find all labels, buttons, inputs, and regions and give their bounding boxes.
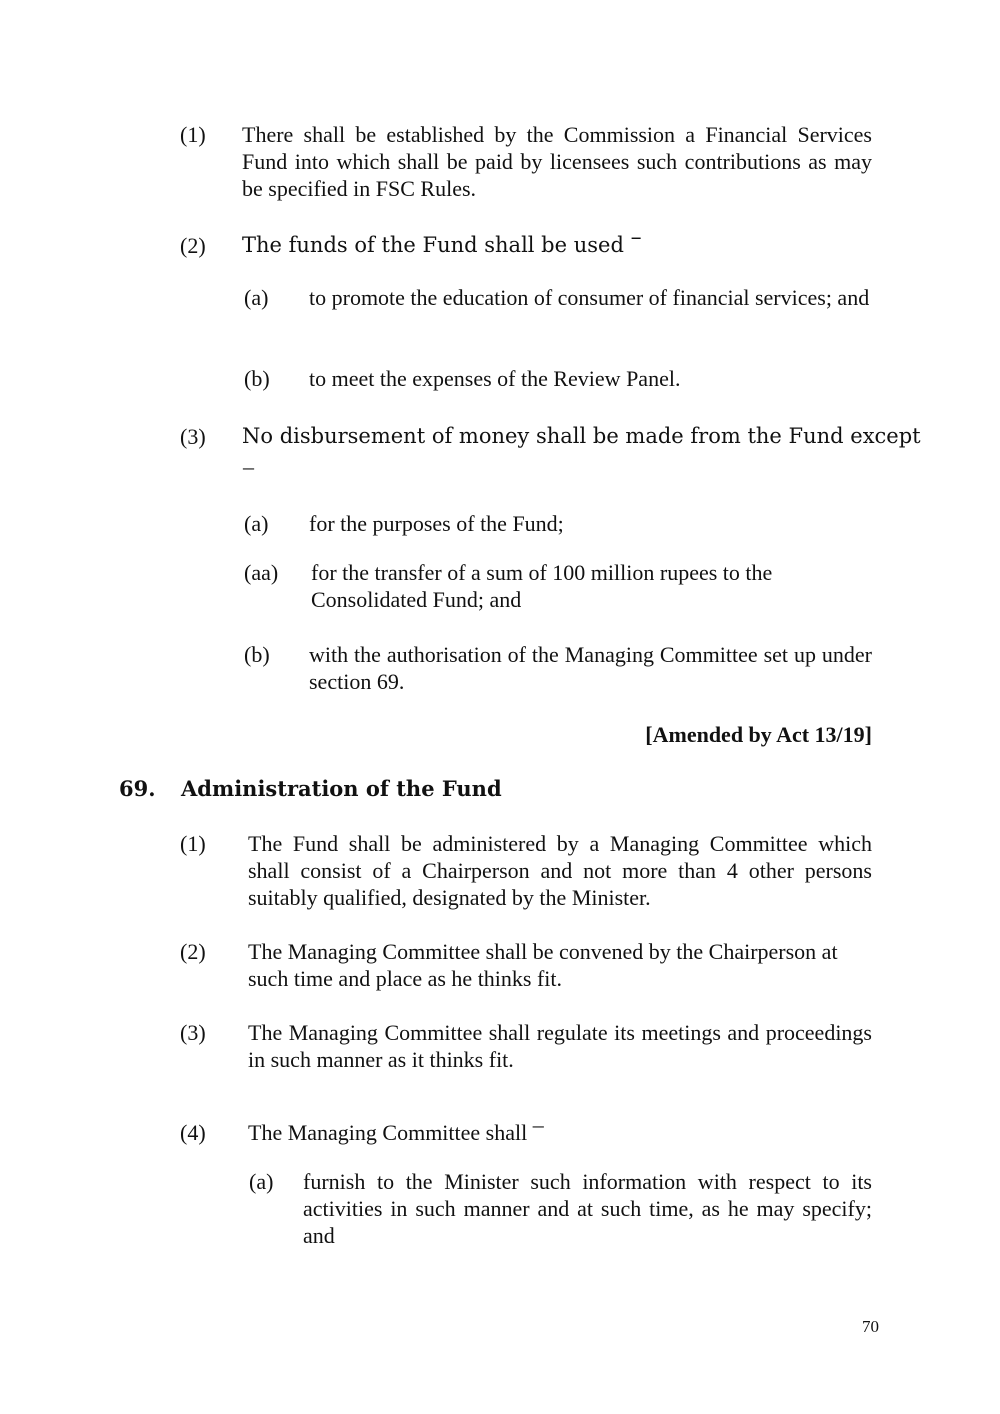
s68-p2-item-b-label: (b) — [244, 366, 270, 391]
s68-p2-number: (2) — [180, 233, 206, 258]
s69-p4-item-a-label: (a) — [249, 1169, 274, 1194]
s69-p3-text: The Managing Committee shall regulate its meetings and proceedings in such manner as it thinks fit. — [248, 1020, 872, 1072]
s68-p2-item-a-text: to promote the education of consumer of financial services; and — [309, 285, 870, 310]
s68-p2-item-b-text: to meet the expenses of the Review Panel. — [309, 366, 681, 391]
s69-p4-text — [248, 1112, 544, 1146]
s69-p4-item-a-text: furnish to the Minister such information with respect to its activities in such manner and at such time, as he may specify; and — [303, 1169, 872, 1248]
s68-p1-text: There shall be established by the Commission a Financial Services Fund into which shall be paid by licensees such contributions as may be specified in FSC Rules. — [242, 122, 872, 201]
section-69-number: 69. — [119, 776, 156, 801]
s68-p3-number: (3) — [180, 424, 206, 449]
s68-p3-item-aa-label: (aa) — [244, 560, 279, 585]
s68-p1-number: (1) — [180, 122, 206, 147]
s68-p3-dash: – — [243, 454, 254, 479]
s69-p3-number: (3) — [180, 1020, 206, 1045]
s68-p3-item-aa-text: for the transfer of a sum of 100 million rupees to the Consolidated Fund; and — [311, 560, 773, 612]
s69-p2-text: The Managing Committee shall be convened by the Chairperson at such time and place as he thinks fit. — [248, 939, 838, 991]
s69-p1-number: (1) — [180, 831, 206, 856]
s69-p4-number: (4) — [180, 1120, 206, 1145]
s68-p3-item-b-text: with the authorisation of the Managing Committee set up under section 69. — [309, 642, 872, 694]
s69-p4-lead: The Managing Committee shall — [248, 1120, 528, 1145]
section-69-heading: Administration of the Fund — [181, 776, 502, 801]
s68-p2-lead: The funds of the Fund shall be used — [242, 233, 624, 257]
s69-p4-dash: – — [532, 1112, 544, 1137]
s68-p3-item-a-text: for the purposes of the Fund; — [309, 511, 564, 536]
s68-p2-dash: – — [630, 225, 642, 250]
amendment-note: [Amended by Act 13/19] — [645, 722, 872, 747]
s68-p3-text: No disbursement of money shall be made from the Fund except — [242, 424, 921, 448]
s68-p2-item-a-label: (a) — [244, 285, 269, 310]
s68-p2-text — [242, 225, 642, 259]
s69-p1-text: The Fund shall be administered by a Managing Committee which shall consist of a Chairperson and not more than 4 other persons suitably qualified, designated by the Minister. — [248, 831, 872, 910]
s69-p2-number: (2) — [180, 939, 206, 964]
s68-p3-item-a-label: (a) — [244, 511, 269, 536]
page-number: 70 — [862, 1317, 879, 1336]
s68-p3-item-b-label: (b) — [244, 642, 270, 667]
